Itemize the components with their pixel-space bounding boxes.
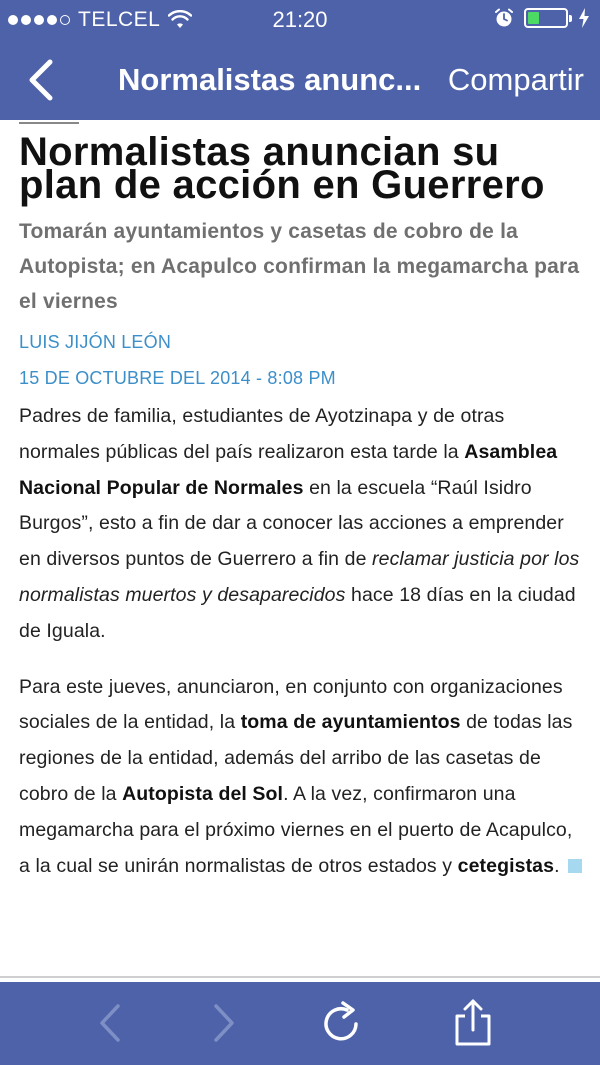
browser-back-button[interactable] (86, 998, 136, 1048)
paragraph-text: en la escuela “Raúl Isidro Burgos”, esto a fin de dar a conocer las acciones a emprender en diversos puntos de Guerrero a fin de (19, 476, 564, 571)
reload-button[interactable] (316, 998, 366, 1048)
article-paragraph (19, 399, 585, 650)
paragraph-text: Padres de familia, estudiantes de Ayotzinapa y de otras normales públicas del país realizaron esta tarde la (19, 405, 505, 463)
share-button[interactable]: Compartir (447, 62, 584, 97)
charging-bolt-icon (578, 8, 590, 28)
article-date: 15 DE OCTUBRE DEL 2014 - 8:08 PM (19, 368, 336, 388)
reload-icon (316, 998, 366, 1048)
paragraph-bold-text: toma de ayuntamientos (240, 711, 461, 734)
alarm-icon (494, 8, 514, 28)
paragraph-bold-text: cetegistas (457, 854, 555, 877)
end-of-article-mark (568, 859, 582, 873)
status-right (494, 8, 590, 28)
paragraph-text: hace 18 días en la ciudad de Iguala. (19, 583, 576, 642)
carrier-name: TELCEL (78, 8, 161, 31)
paragraph-text: . (554, 854, 560, 877)
status-time: 21:20 (272, 7, 328, 32)
article-headline: Normalistas anuncian su plan de acción en Guerrero (19, 130, 545, 207)
toolbar-share-button[interactable] (448, 998, 498, 1048)
bottom-toolbar (0, 982, 600, 1065)
article (19, 128, 585, 884)
navigation-bar (0, 40, 600, 120)
divider (0, 976, 600, 978)
article-paragraph (19, 670, 585, 885)
chevron-left-icon (22, 58, 62, 102)
paragraph-italic-text: reclamar justicia por los normalistas muertos y desaparecidos (19, 548, 580, 606)
share-icon (448, 998, 498, 1048)
browser-forward-button[interactable] (198, 998, 248, 1048)
forward-arrow-icon (198, 998, 248, 1048)
page-title: Normalistas anunc... (118, 62, 422, 97)
paragraph-text: . A la vez, confirmaron una megamarcha para el próximo viernes en el puerto de Acapulco, a la cual se unirán normalistas de otros estados y (19, 782, 573, 877)
battery-icon (524, 8, 568, 28)
paragraph-text: de todas las regiones de la entidad, además del arribo de las casetas de cobro de la (19, 711, 573, 805)
status-bar (0, 0, 600, 40)
back-arrow-icon (86, 998, 136, 1048)
battery-level (528, 12, 539, 24)
paragraph-bold-text: Asamblea Nacional Popular de Normales (19, 440, 558, 499)
paragraph-text: Para este jueves, anunciaron, en conjunto con organizaciones sociales de la entidad, la (19, 675, 563, 734)
paragraph-bold-text: Autopista del Sol (122, 782, 284, 805)
clipped-content-edge (19, 120, 89, 128)
article-subhead: Tomarán ayuntamientos y casetas de cobro de la Autopista; en Acapulco confirman la megamarcha para el viernes (19, 220, 580, 313)
article-author[interactable]: LUIS JIJÓN LEÓN (19, 332, 172, 352)
back-button[interactable] (22, 58, 62, 102)
